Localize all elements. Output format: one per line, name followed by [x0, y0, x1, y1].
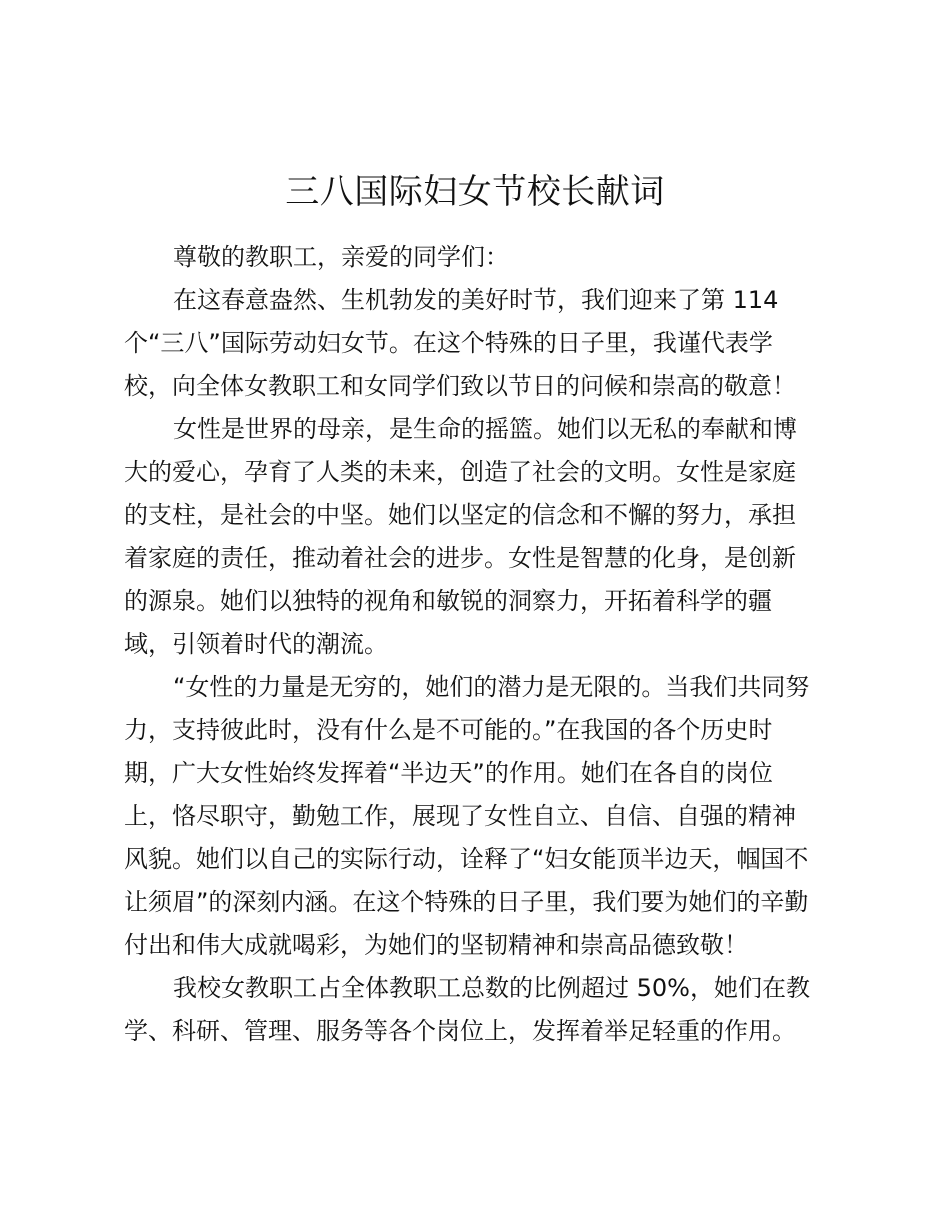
- paragraph-2-line-6: 域，引领着时代的潮流。: [124, 630, 388, 658]
- paragraph-2-line-5: 的源泉。她们以独特的视角和敏锐的洞察力，开拓着科学的疆: [124, 587, 772, 615]
- paragraph-1-line-3: 校，向全体女教职工和女同学们致以节日的问候和崇高的敬意！: [124, 372, 796, 400]
- paragraph-3-line-2: 力，支持彼此时，没有什么是不可能的。”在我国的各个历史时: [124, 716, 773, 744]
- paragraph-2-line-3: 的支柱，是社会的中坚。她们以坚定的信念和不懈的努力，承担: [124, 501, 796, 529]
- paragraph-3-line-3: 期，广大女性始终发挥着“半边天”的作用。她们在各自的岗位: [124, 759, 773, 787]
- paragraph-3-line-6: 让须眉”的深刻内涵。在这个特殊的日子里，我们要为她们的辛勤: [124, 888, 809, 916]
- paragraph-4-line-1: 我校女教职工占全体教职工总数的比例超过 50%，她们在教: [173, 974, 810, 1002]
- paragraph-4-line-2: 学、科研、管理、服务等各个岗位上，发挥着举足轻重的作用。: [124, 1017, 796, 1045]
- paragraph-2-line-2: 大的爱心，孕育了人类的未来，创造了社会的文明。女性是家庭: [124, 458, 796, 486]
- document-title: 三八国际妇女节校长献词: [285, 172, 665, 212]
- paragraph-1-line-2: 个“三八”国际劳动妇女节。在这个特殊的日子里，我谨代表学: [124, 329, 773, 357]
- paragraph-3-line-4: 上，恪尽职守，勤勉工作，展现了女性自立、自信、自强的精神: [124, 802, 796, 830]
- paragraph-2-line-4: 着家庭的责任，推动着社会的进步。女性是智慧的化身，是创新: [124, 544, 796, 572]
- salutation-line: 尊敬的教职工，亲爱的同学们：: [173, 243, 509, 271]
- paragraph-3-line-7: 付出和伟大成就喝彩，为她们的坚韧精神和崇高品德致敬！: [124, 931, 748, 959]
- paragraph-3-line-5: 风貌。她们以自己的实际行动，诠释了“妇女能顶半边天，帼国不: [124, 845, 809, 873]
- paragraph-1-line-1: 在这春意盎然、生机勃发的美好时节，我们迎来了第 114: [173, 286, 779, 314]
- paragraph-2-line-1: 女性是世界的母亲，是生命的摇篮。她们以无私的奉献和博: [173, 415, 797, 443]
- paragraph-3-line-1: “女性的力量是无穷的，她们的潜力是无限的。当我们共同努: [173, 673, 810, 701]
